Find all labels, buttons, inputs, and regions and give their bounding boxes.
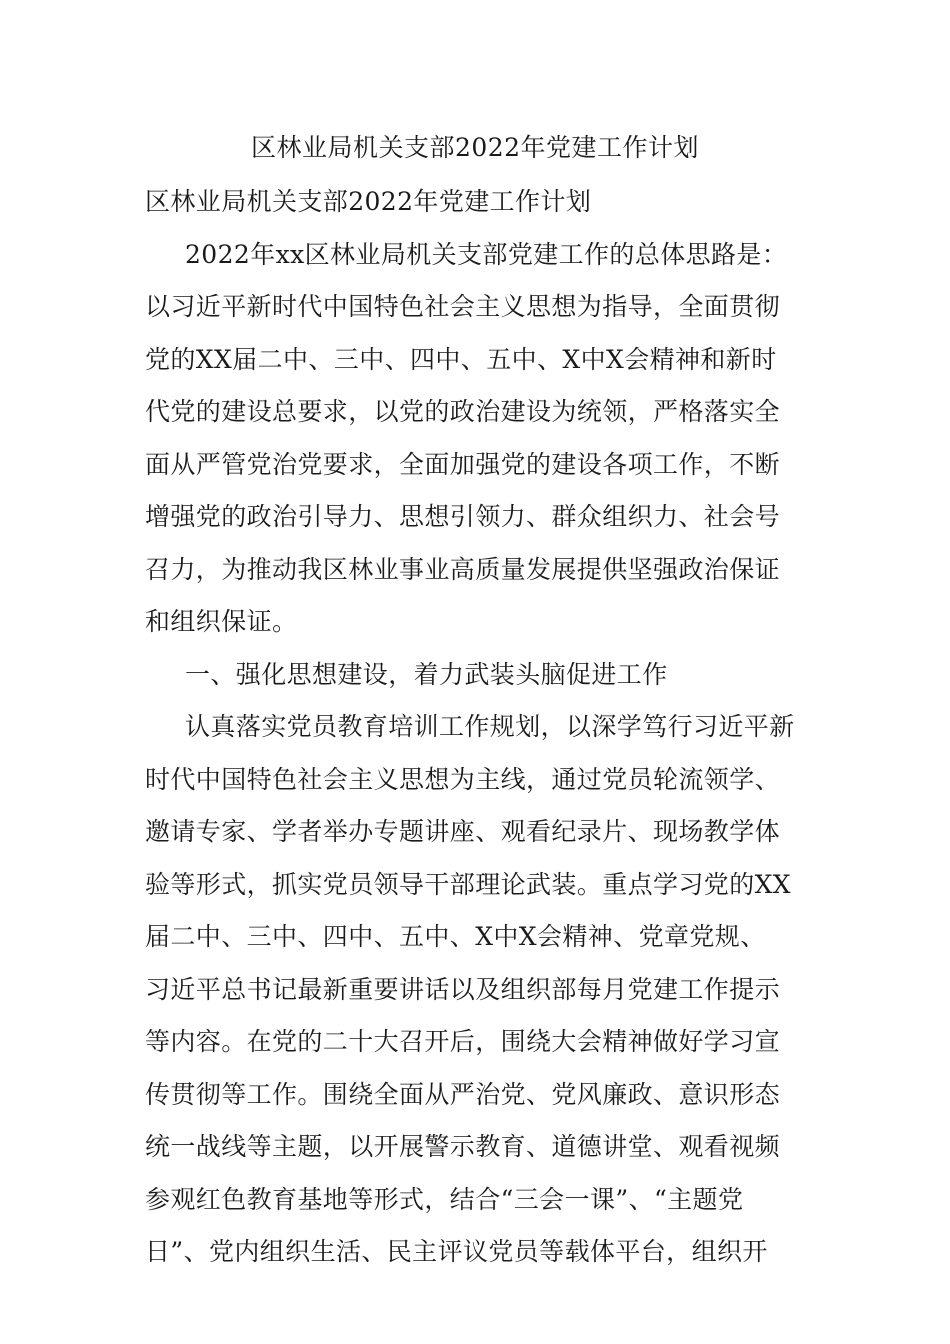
paragraph-line: 召力，为推动我区林业事业高质量发展提供坚强政治保证 — [145, 554, 781, 584]
paragraph-line: 等内容。在党的二十大召开后，围绕大会精神做好学习宣 — [145, 1027, 781, 1056]
paragraph-line: 传贯彻等工作。围绕全面从严治党、党风廉政、意识形态 — [145, 1079, 781, 1109]
paragraph-line: 2022年xx区林业局机关支部党建工作的总体思路是： — [185, 239, 788, 269]
section-heading: 一、强化思想建设，着力武装头脑促进工作 — [185, 659, 668, 689]
subtitle-line: 区林业局机关支部2022年党建工作计划 — [145, 187, 592, 216]
paragraph-line: 代党的建设总要求，以党的政治建设为统领，严格落实全 — [145, 397, 781, 426]
paragraph-line: 习近平总书记最新重要讲话以及组织部每月党建工作提示 — [145, 974, 781, 1004]
paragraph-line: 时代中国特色社会主义思想为主线，通过党员轮流领学、 — [145, 764, 781, 794]
paragraph-line: 验等形式，抓实党员领导干部理论武装。重点学习党的XX — [145, 869, 791, 899]
paragraph-line: 增强党的政治引导力、思想引领力、群众组织力、社会号 — [145, 502, 781, 531]
document-title: 区林业局机关支部2022年党建工作计划 — [250, 133, 700, 162]
paragraph-line: 党的XX届二中、三中、四中、五中、X中X会精神和新时 — [145, 344, 777, 374]
paragraph-line: 日”、党内组织生活、民主评议党员等载体平台，组织开 — [145, 1237, 768, 1266]
paragraph-line: 面从严管党治党要求，全面加强党的建设各项工作，不断 — [145, 449, 781, 479]
paragraph-line: 以习近平新时代中国特色社会主义思想为指导，全面贯彻 — [145, 292, 781, 321]
paragraph-line: 和组织保证。 — [145, 607, 298, 636]
paragraph-line: 统一战线等主题，以开展警示教育、道德讲堂、观看视频 — [145, 1132, 781, 1161]
document-body — [145, 176, 810, 1279]
paragraph-line: 参观红色教育基地等形式，结合“三会一课”、“主题党 — [145, 1184, 744, 1214]
paragraph-line: 届二中、三中、四中、五中、X中X会精神、党章党规、 — [145, 922, 766, 951]
paragraph-line: 邀请专家、学者举办专题讲座、观看纪录片、现场教学体 — [145, 817, 781, 846]
paragraph-line: 认真落实党员教育培训工作规划，以深学笃行习近平新 — [185, 712, 795, 741]
